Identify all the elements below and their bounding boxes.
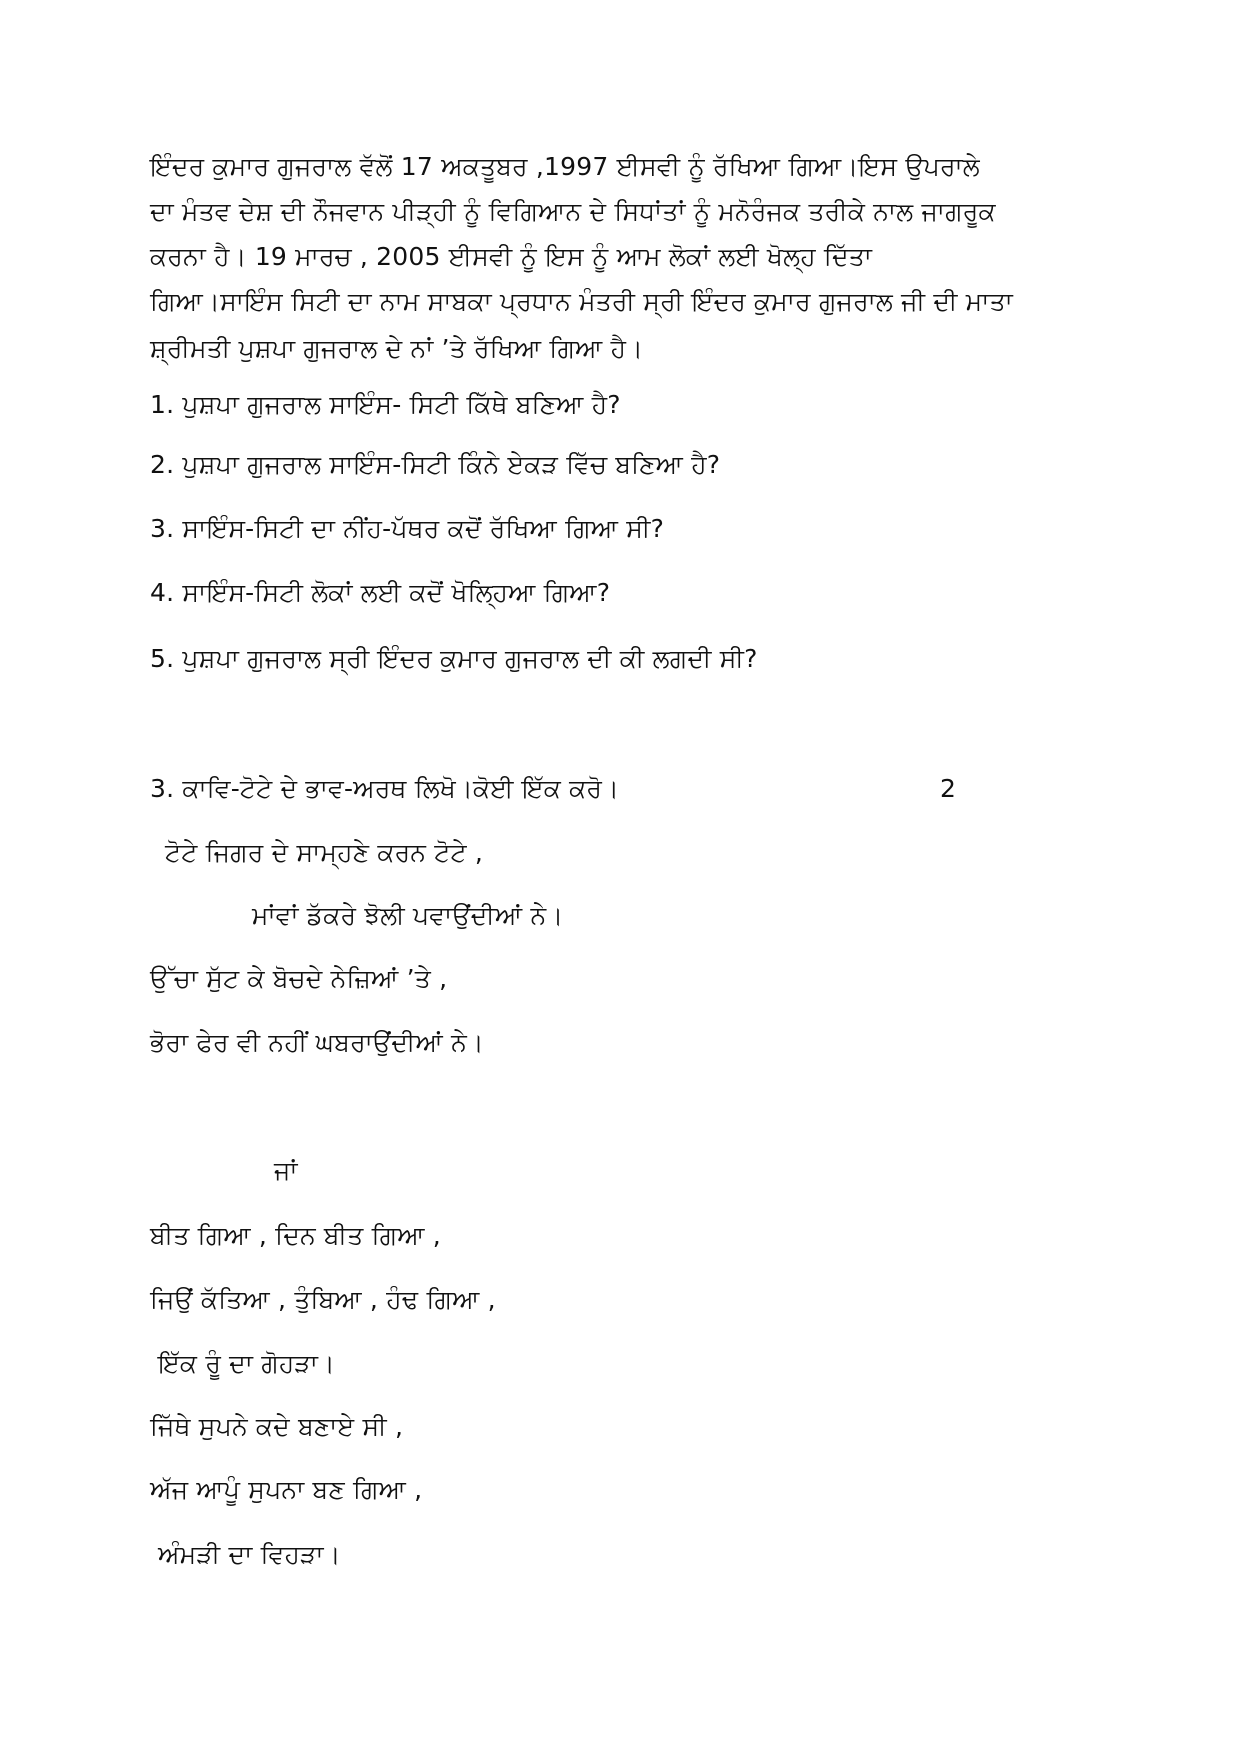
poem-2-line-6: ਅੰਮੜੀ ਦਾ ਵਿਹੜਾ।: [158, 1540, 341, 1569]
poem-2-line-4: ਜਿੱਥੇ ਸੁਪਨੇ ਕਦੇ ਬਣਾਏ ਸੀ ,: [150, 1412, 404, 1441]
question-3: 3. ਸਾਇੰਸ-ਸਿਟੀ ਦਾ ਨੀਂਹ-ਪੱਥਰ ਕਦੋਂ ਰੱਖਿਆ ਗਿਆ ਸੀ?: [150, 514, 665, 543]
question-1: 1. ਪੁਸ਼ਪਾ ਗੁਜਰਾਲ ਸਾਇੰਸ- ਸਿਟੀ ਕਿੱਥੇ ਬਣਿਆ ਹੈ?: [150, 390, 621, 419]
poem-1-line-4: ਭੋਰਾ ਫੇਰ ਵੀ ਨਹੀਂ ਘਬਰਾਉਂਦੀਆਂ ਨੇ।: [150, 1028, 484, 1057]
paragraph-line-1: ਇੰਦਰ ਕੁਮਾਰ ਗੁਜਰਾਲ ਵੱਲੋਂ 17 ਅਕਤੂਬਰ ,1997 ਈਸਵੀ ਨੂੰ ਰੱਖਿਆ ਗਿਆ।ਇਸ ਉਪਰਾਲੇ: [150, 152, 980, 181]
poem-2-line-3: ਇੱਕ ਰੂੰ ਦਾ ਗੋਹੜਾ।: [158, 1349, 336, 1378]
poem-1-line-3: ਉੱਚਾ ਸੁੱਟ ਕੇ ਬੋਚਦੇ ਨੇਜ਼ਿਆਂ ’ਤੇ ,: [150, 964, 448, 993]
paragraph-line-5: ਸ਼੍ਰੀਮਤੀ ਪੁਸ਼ਪਾ ਗੁਜਰਾਲ ਦੇ ਨਾਂ ’ਤੇ ਰੱਖਿਆ ਗਿਆ ਹੈ।: [150, 334, 644, 363]
paragraph-line-4: ਗਿਆ।ਸਾਇੰਸ ਸਿਟੀ ਦਾ ਨਾਮ ਸਾਬਕਾ ਪ੍ਰਧਾਨ ਮੰਤਰੀ ਸ੍ਰੀ ਇੰਦਰ ਕੁਮਾਰ ਗੁਜਰਾਲ ਜੀ ਦੀ ਮਾਤਾ: [150, 287, 1013, 316]
section-3-heading: [150, 770, 1050, 808]
poem-2-line-2: ਜਿਉਂ ਕੱਤਿਆ , ਤੁੰਬਿਆ , ਹੰਢ ਗਿਆ ,: [150, 1285, 496, 1314]
section-3-heading-text: 3. ਕਾਵਿ-ਟੋਟੇ ਦੇ ਭਾਵ-ਅਰਥ ਲਿਖੋ।ਕੋਈ ਇੱਕ ਕਰੋ।: [150, 774, 620, 803]
question-4: 4. ਸਾਇੰਸ-ਸਿਟੀ ਲੋਕਾਂ ਲਈ ਕਦੋਂ ਖੋਲ੍ਹਿਆ ਗਿਆ?: [150, 578, 611, 607]
poem-2-line-1: ਬੀਤ ਗਿਆ , ਦਿਨ ਬੀਤ ਗਿਆ ,: [150, 1221, 441, 1250]
section-3-marks: 2: [940, 774, 957, 803]
question-2: 2. ਪੁਸ਼ਪਾ ਗੁਜਰਾਲ ਸਾਇੰਸ-ਸਿਟੀ ਕਿੰਨੇ ਏਕੜ ਵਿੱਚ ਬਣਿਆ ਹੈ?: [150, 450, 721, 479]
paragraph-line-2: ਦਾ ਮੰਤਵ ਦੇਸ਼ ਦੀ ਨੌਜਵਾਨ ਪੀੜ੍ਹੀ ਨੂੰ ਵਿਗਿਆਨ ਦੇ ਸਿਧਾਂਤਾਂ ਨੂੰ ਮਨੋਰੰਜਕ ਤਰੀਕੇ ਨਾਲ ਜਾਗਰੂਕ: [150, 197, 996, 226]
poem-1-line-2: ਮਾਂਵਾਂ ਡੱਕਰੇ ਝੋਲੀ ਪਵਾਉਂਦੀਆਂ ਨੇ।: [252, 901, 564, 930]
poem-1-line-1: ਟੋਟੇ ਜਿਗਰ ਦੇ ਸਾਮ੍ਹਣੇ ਕਰਨ ਟੋਟੇ ,: [165, 838, 484, 867]
question-5: 5. ਪੁਸ਼ਪਾ ਗੁਜਰਾਲ ਸ੍ਰੀ ਇੰਦਰ ਕੁਮਾਰ ਗੁਜਰਾਲ ਦੀ ਕੀ ਲਗਦੀ ਸੀ?: [150, 644, 758, 673]
paragraph-line-3: ਕਰਨਾ ਹੈ। 19 ਮਾਰਚ , 2005 ਈਸਵੀ ਨੂੰ ਇਸ ਨੂੰ ਆਮ ਲੋਕਾਂ ਲਈ ਖੋਲ੍ਹ ਦਿੱਤਾ: [150, 242, 873, 271]
poem-2-line-5: ਅੱਜ ਆਪੂੰ ਸੁਪਨਾ ਬਣ ਗਿਆ ,: [150, 1475, 423, 1504]
or-label: ਜਾਂ: [274, 1156, 298, 1185]
